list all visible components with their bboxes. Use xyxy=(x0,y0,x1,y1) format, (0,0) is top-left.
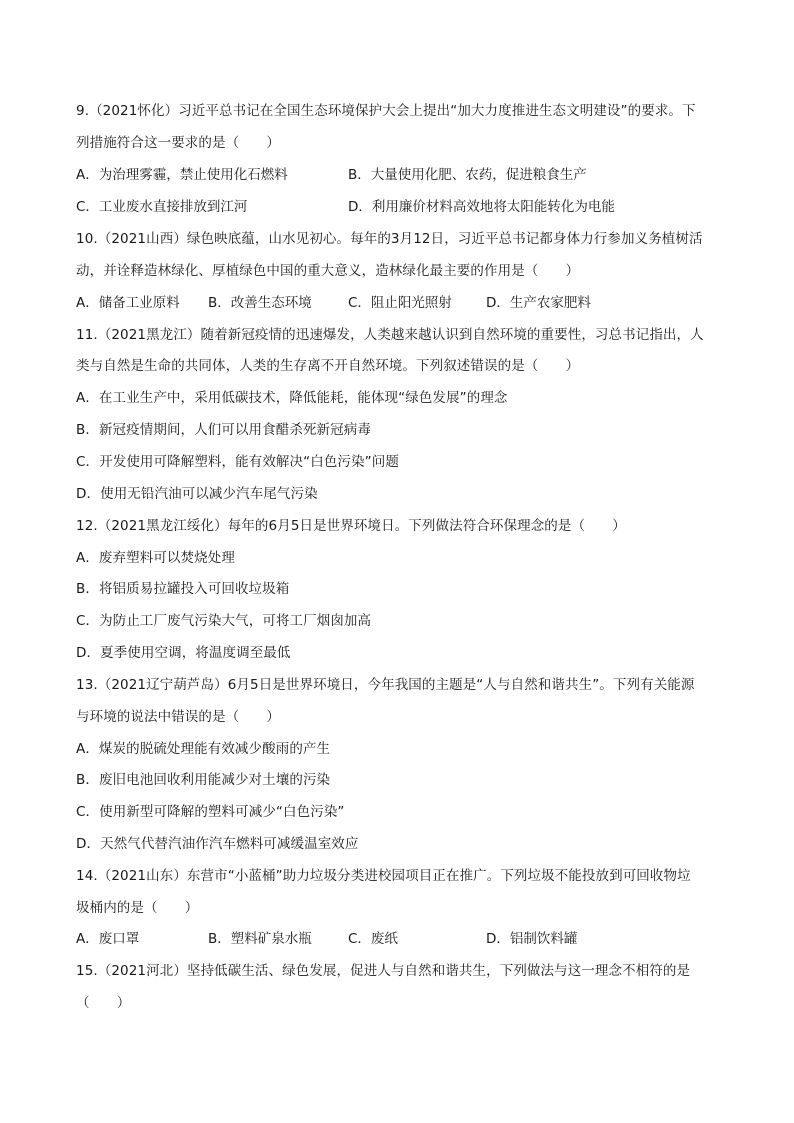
q9-stem-line2: 列措施符合这一要求的是（ ） xyxy=(76,135,280,151)
q10-stem-line1: 10.（2021山西）绿色映底蕴，山水见初心。每年的3月12日，习近平总书记都身体力行参加义务植树活 xyxy=(76,231,703,247)
q12-option-c: C．为防止工厂废气污染大气，可将工厂烟囱加高 xyxy=(76,613,372,629)
q11-stem-line1: 11.（2021黑龙江）随着新冠疫情的迅速爆发，人类越来越认识到自然环境的重要性，习总书记指出，人 xyxy=(76,327,704,343)
q9-option-b: B．大量使用化肥、农药，促进粮食生产 xyxy=(348,167,587,183)
q12-option-d: D．夏季使用空调，将温度调至最低 xyxy=(76,645,291,661)
q14-option-a: A．废口罩 xyxy=(76,931,140,947)
q12-stem-line1: 12.（2021黑龙江绥化）每年的6月5日是世界环境日。下列做法符合环保理念的是（ ） xyxy=(76,518,626,534)
q10-option-b: B．改善生态环境 xyxy=(208,295,312,311)
q9-option-d: D．利用廉价材料高效地将太阳能转化为电能 xyxy=(348,199,615,215)
q13-option-d: D．天然气代替汽油作汽车燃料可减缓温室效应 xyxy=(76,836,359,852)
q14-option-d: D．铝制饮料罐 xyxy=(486,931,578,947)
q9-stem-line1: 9.（2021怀化）习近平总书记在全国生态环境保护大会上提出“加大力度推进生态文明建设”的要求。下 xyxy=(76,103,696,119)
q9-option-a: A．为治理雾霾，禁止使用化石燃料 xyxy=(76,167,288,183)
q11-option-c: C．开发使用可降解塑料，能有效解决“白色污染”问题 xyxy=(76,454,399,470)
q13-stem-line2: 与环境的说法中错误的是（ ） xyxy=(76,709,280,725)
q14-stem-line1: 14.（2021山东）东营市“小蓝桶”助力垃圾分类进校园项目正在推广。下列垃圾不能投放到可回收物垃 xyxy=(76,868,691,884)
q13-option-c: C．使用新型可降解的塑料可减少“白色污染” xyxy=(76,804,345,820)
q10-option-c: C．阻止阳光照射 xyxy=(348,295,452,311)
q10-stem-line2: 动，并诠释造林绿化、厚植绿色中国的重大意义，造林绿化最主要的作用是（ ） xyxy=(76,263,580,279)
q13-stem-line1: 13.（2021辽宁葫芦岛）6月5日是世界环境日，今年我国的主题是“人与自然和谐共生”。下列有关能源 xyxy=(76,677,695,693)
q10-option-d: D．生产农家肥料 xyxy=(486,295,591,311)
q11-option-b: B．新冠疫情期间，人们可以用食醋杀死新冠病毒 xyxy=(76,422,371,438)
q10-option-a: A．储备工业原料 xyxy=(76,295,180,311)
q11-stem-line2: 类与自然是生命的共同体，人类的生存离不开自然环境。下列叙述错误的是（ ） xyxy=(76,358,580,374)
q13-option-b: B．废旧电池回收利用能减少对土壤的污染 xyxy=(76,772,331,788)
q12-option-b: B．将铝质易拉罐投入可回收垃圾箱 xyxy=(76,581,290,597)
q14-stem-line2: 圾桶内的是（ ） xyxy=(76,900,199,916)
q14-option-b: B．塑料矿泉水瓶 xyxy=(208,931,312,947)
q13-option-a: A．煤炭的脱硫处理能有效减少酸雨的产生 xyxy=(76,741,331,757)
q15-stem-line2: （ ） xyxy=(76,995,131,1011)
q11-option-a: A．在工业生产中，采用低碳技术，降低能耗，能体现“绿色发展”的理念 xyxy=(76,390,508,406)
q12-option-a: A．废弃塑料可以焚烧处理 xyxy=(76,550,235,566)
q15-stem-line1: 15.（2021河北）坚持低碳生活、绿色发展，促进人与自然和谐共生，下列做法与这一理念不相符的是 xyxy=(76,963,691,979)
q14-option-c: C．废纸 xyxy=(348,931,398,947)
q9-option-c: C．工业废水直接排放到江河 xyxy=(76,199,248,215)
q11-option-d: D．使用无铅汽油可以减少汽车尾气污染 xyxy=(76,486,318,502)
